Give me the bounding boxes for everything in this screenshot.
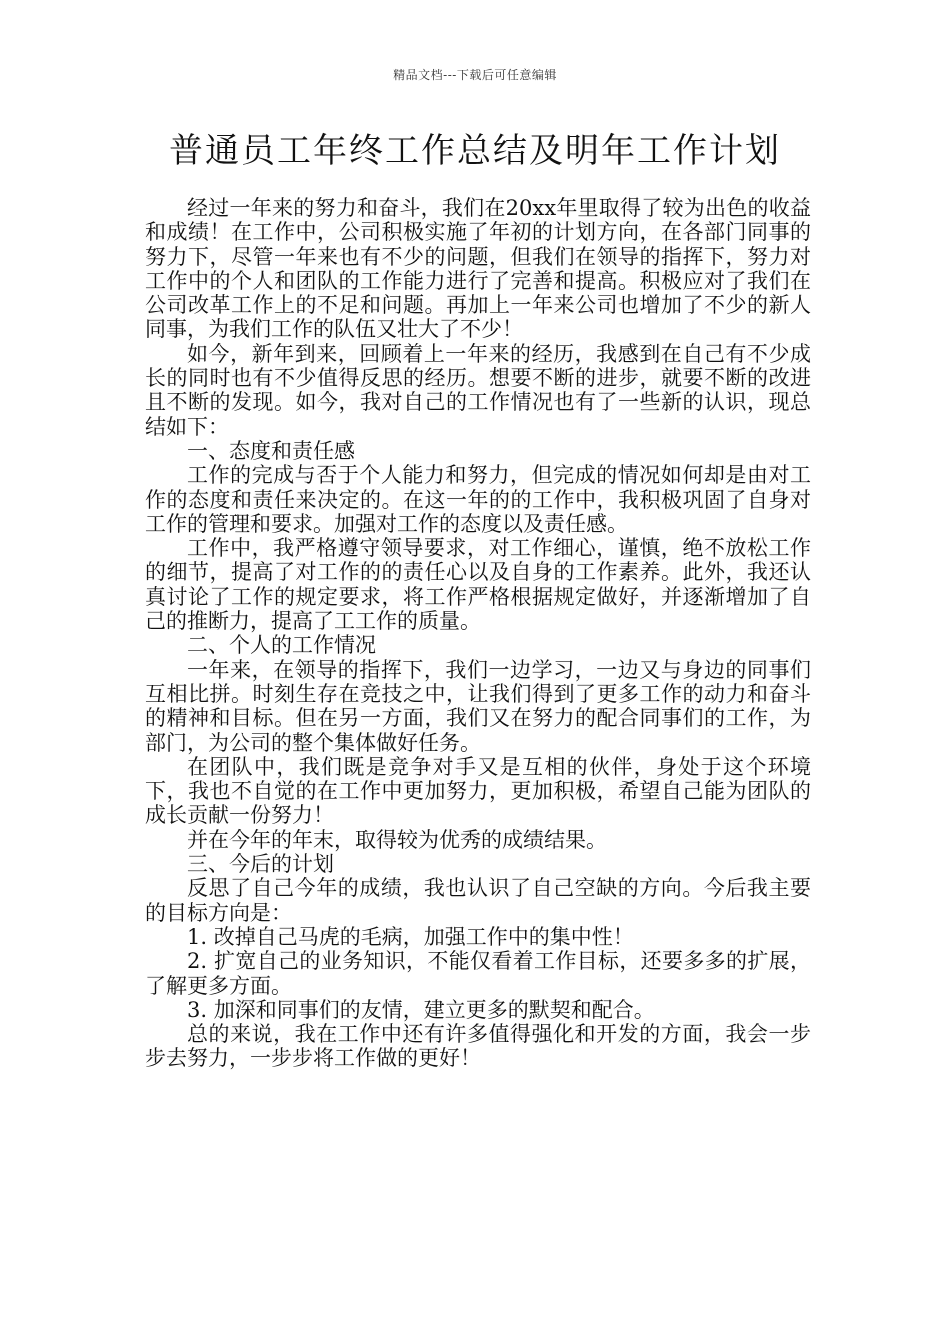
plan-item-1: 1. 改掉自己马虎的毛病，加强工作中的集中性！ — [187, 924, 634, 949]
paragraph-intro: 经过一年来的努力和奋斗，我们在20xx年里取得了较为出色的收益和成绩！在工作中，公司积极实施了年初的计划方向，在各部门同事的努力下，尽管一年来也有不少的问题，但我们在领导的指挥下，努力对工作中的个人和团队的工作能力进行了完善和提高。积极应对了我们在公司改革工作上的不足和问题。再加上一年来公司也增加了不少的新人同事，为我们工作的队伍又壮大了不少！ — [145, 196, 811, 342]
document-body — [145, 196, 811, 1071]
paragraph-attitude-1: 工作的完成与否于个人能力和努力，但完成的情况如何却是由对工作的态度和责任来决定的。在这一年的的工作中，我积极巩固了自身对工作的管理和要求。加强对工作的态度以及责任感。 — [145, 463, 811, 536]
document-title: 普通员工年终工作总结及明年工作计划 — [169, 131, 781, 171]
paragraph-conclusion: 总的来说，我在工作中还有许多值得强化和开发的方面，我会一步步去努力，一步步将工作做的更好！ — [145, 1022, 811, 1071]
paragraph-review: 如今，新年到来，回顾着上一年来的经历，我感到在自己有不少成长的同时也有不少值得反思的经历。想要不断的进步，就要不断的改进且不断的发现。如今，我对自己的工作情况也有了一些新的认识，现总结如下： — [145, 341, 811, 439]
header-note: 精品文档---下载后可任意编辑 — [393, 68, 557, 82]
section-heading-attitude: 一、态度和责任感 — [187, 438, 355, 463]
plan-item-3: 3. 加深和同事们的友情，建立更多的默契和配合。 — [187, 997, 655, 1022]
paragraph-personal-work-1: 一年来，在领导的指挥下，我们一边学习，一边又与身边的同事们互相比拼。时刻生存在竞技之中，让我们得到了更多工作的动力和奋斗的精神和目标。但在另一方面，我们又在努力的配合同事们的工作，为部门，为公司的整个集体做好任务。 — [145, 657, 811, 755]
paragraph-attitude-2: 工作中，我严格遵守领导要求，对工作细心，谨慎，绝不放松工作的细节，提高了对工作的的责任心以及自身的工作素养。此外，我还认真讨论了工作的规定要求，将工作严格根据规定做好，并逐渐增加了自己的推断力，提高了工工作的质量。 — [145, 536, 811, 634]
section-heading-personal-work: 二、个人的工作情况 — [187, 633, 376, 658]
paragraph-future-plan-intro: 反思了自己今年的成绩，我也认识了自己空缺的方向。今后我主要的目标方向是： — [145, 876, 811, 925]
paragraph-personal-work-3: 并在今年的年末，取得较为优秀的成绩结果。 — [187, 827, 607, 852]
section-heading-future-plan: 三、今后的计划 — [187, 852, 334, 877]
plan-item-2: 2. 扩宽自己的业务知识，不能仅看着工作目标，还要多多的扩展，了解更多方面。 — [145, 949, 811, 998]
paragraph-personal-work-2: 在团队中，我们既是竞争对手又是互相的伙伴，身处于这个环境下，我也不自觉的在工作中更加努力，更加积极，希望自己能为团队的成长贡献一份努力！ — [145, 754, 811, 828]
